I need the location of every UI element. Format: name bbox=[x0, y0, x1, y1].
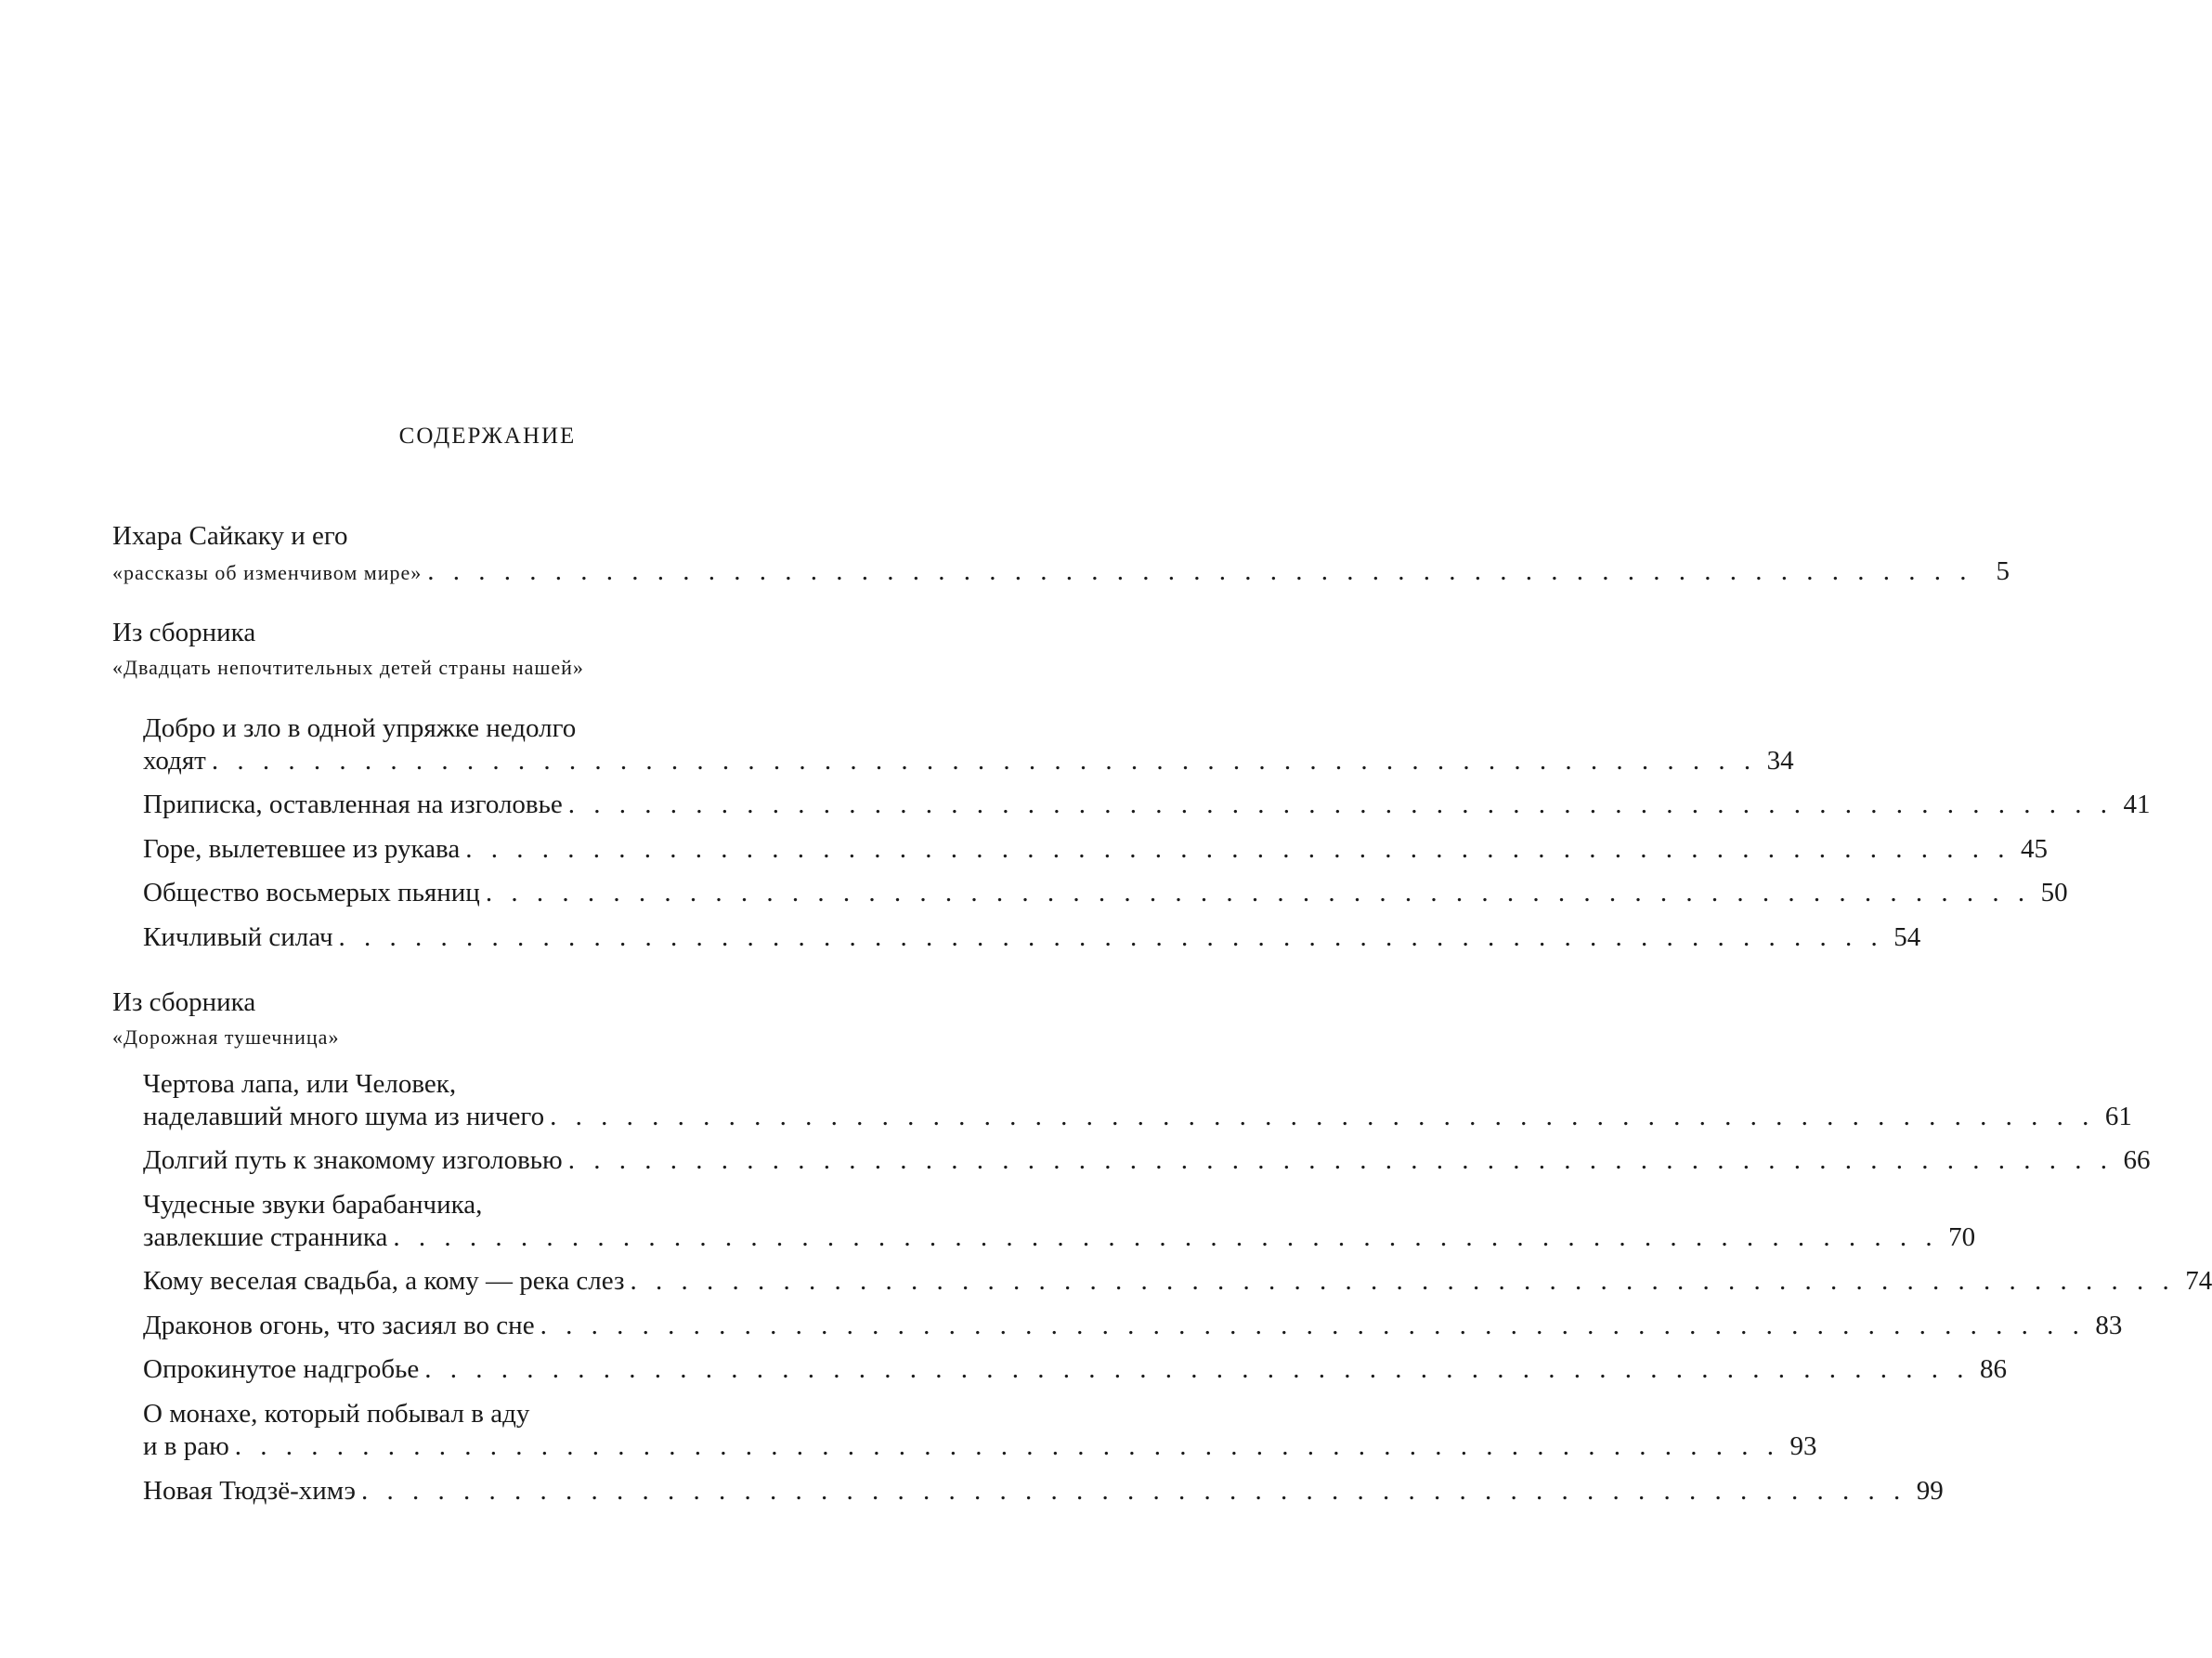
section1-subtitle: «Двадцать непочтительных детей страны нашей» bbox=[112, 656, 584, 679]
toc-intro-line1: Ихара Сайкаку и его bbox=[112, 521, 348, 551]
toc-intro-entry[interactable] bbox=[112, 555, 2010, 589]
section2-subtitle: «Дорожная тушечница» bbox=[112, 1025, 340, 1049]
dot-leader: . . . . . . . . . . . . . . . . . . . . . . . . . . . . . . . . . . . . . . . . . . . . . . . . . . . . . . . . . . . . . bbox=[540, 1311, 2086, 1340]
toc-item-line1: Добро и зло в одной упряжке недолго bbox=[143, 713, 577, 743]
page-number: 45 bbox=[2020, 834, 2048, 864]
page-number: 41 bbox=[2123, 790, 2151, 819]
toc-item[interactable] bbox=[143, 1265, 2212, 1297]
toc-item-title: Кому веселая свадьба, а кому — река слез bbox=[143, 1266, 625, 1296]
dot-leader: . . . . . . . . . . . . . . . . . . . . . . . . . . . . . . . . . . . . . . . . . . . . . . . . . . . . . . . . . . . . . bbox=[211, 746, 1757, 776]
page-number: 83 bbox=[2095, 1311, 2123, 1340]
dot-leader: . . . . . . . . . . . . . . . . . . . . . . . . . . . . . . . . . . . . . . . . . . . . . . . . . . . . . . . . . . . . . bbox=[465, 834, 2010, 864]
toc-item[interactable] bbox=[143, 1221, 1976, 1253]
toc-item[interactable] bbox=[143, 833, 2048, 865]
page-number: 50 bbox=[2040, 878, 2068, 907]
page-number: 54 bbox=[1893, 922, 1921, 952]
page-number: 70 bbox=[1948, 1222, 1976, 1252]
toc-item[interactable] bbox=[143, 1475, 1944, 1507]
section2-label: Из сборника bbox=[112, 987, 256, 1017]
toc-item[interactable] bbox=[143, 745, 1794, 777]
dot-leader: . . . . . . . . . . . . . . . . . . . . . . . . . . . . . . . . . . . . . . . . . . . . . . . . . . . . . . . . . . . . . bbox=[567, 790, 2114, 819]
toc-item[interactable] bbox=[143, 921, 1921, 953]
toc-item-line1: О монахе, который побывал в аду bbox=[143, 1399, 530, 1429]
page-number: 74 bbox=[2185, 1266, 2212, 1296]
toc-item[interactable] bbox=[143, 789, 2151, 820]
page-number: 5 bbox=[1996, 556, 2010, 586]
dot-leader: . . . . . . . . . . . . . . . . . . . . . . . . . . . . . . . . . . . . . . . . . . . . . . . . . . . . . . . . . . . . . bbox=[393, 1222, 1939, 1252]
toc-item-line2: ходят bbox=[143, 746, 206, 776]
toc-item-title: Приписка, оставленная на изголовье bbox=[143, 790, 563, 819]
page-number: 34 bbox=[1766, 746, 1794, 776]
toc-item-title: Общество восьмерых пьяниц bbox=[143, 878, 480, 907]
toc-item-line2: наделавший много шума из ничего bbox=[143, 1102, 545, 1131]
toc-item-line2: завлекшие странника bbox=[143, 1222, 388, 1252]
toc-item-title: Новая Тюдзё-химэ bbox=[143, 1476, 356, 1506]
toc-item-title: Драконов огонь, что засиял во сне bbox=[143, 1311, 535, 1340]
toc-item[interactable] bbox=[143, 1353, 2007, 1385]
toc-intro-line2: «рассказы об изменчивом мире» bbox=[112, 561, 423, 584]
dot-leader: . . . . . . . . . . . . . . . . . . . . . . . . . . . . . . . . . . . . . . . . . . . . . . . . . . . . . . . . . . . . . bbox=[630, 1266, 2176, 1296]
toc-item-title: Горе, вылетевшее из рукава bbox=[143, 834, 461, 864]
toc-item-line1: Чудесные звуки барабанчика, bbox=[143, 1190, 483, 1220]
dot-leader: . . . . . . . . . . . . . . . . . . . . . . . . . . . . . . . . . . . . . . . . . . . . . . . . . . . . . . . . . . . . . bbox=[338, 922, 1884, 952]
dot-leader: . . . . . . . . . . . . . . . . . . . . . . . . . . . . . . . . . . . . . . . . . . . . . . . . . . . . . . . . . . . . . bbox=[424, 1354, 1970, 1384]
toc-title: СОДЕРЖАНИЕ bbox=[398, 424, 577, 449]
toc-item[interactable] bbox=[143, 1310, 2123, 1341]
toc-item[interactable] bbox=[143, 1101, 2132, 1132]
section1-label: Из сборника bbox=[112, 618, 256, 647]
dot-leader: . . . . . . . . . . . . . . . . . . . . . . . . . . . . . . . . . . . . . . . . . . . . . . . . . . . . . . . . . . . . . bbox=[485, 878, 2031, 907]
page-number: 93 bbox=[1789, 1431, 1817, 1461]
toc-item-title: Кичливый силач bbox=[143, 922, 333, 952]
dot-leader: . . . . . . . . . . . . . . . . . . . . . . . . . . . . . . . . . . . . . . . . . . . . . . . . . . . . . . . . . . . . . bbox=[550, 1102, 2095, 1131]
page-number: 86 bbox=[1980, 1354, 2007, 1384]
dot-leader: . . . . . . . . . . . . . . . . . . . . . . . . . . . . . . . . . . . . . . . . . . . . . . . . . . . . . . . . . . . . . bbox=[567, 1145, 2114, 1175]
toc-item-title: Опрокинутое надгробье bbox=[143, 1354, 420, 1384]
dot-leader: . . . . . . . . . . . . . . . . . . . . . . . . . . . . . . . . . . . . . . . . . . . . . . . . . . . . . . . . . . . . . bbox=[427, 556, 1972, 586]
toc-item[interactable] bbox=[143, 1144, 2151, 1176]
dot-leader: . . . . . . . . . . . . . . . . . . . . . . . . . . . . . . . . . . . . . . . . . . . . . . . . . . . . . . . . . . . . . bbox=[234, 1431, 1780, 1461]
toc-item-line2: и в раю bbox=[143, 1431, 229, 1461]
toc-item-title: Долгий путь к знакомому изголовью bbox=[143, 1145, 563, 1175]
page-number: 61 bbox=[2104, 1102, 2132, 1131]
dot-leader: . . . . . . . . . . . . . . . . . . . . . . . . . . . . . . . . . . . . . . . . . . . . . . . . . . . . . . . . . . . . . bbox=[360, 1476, 1906, 1506]
page-number: 66 bbox=[2123, 1145, 2151, 1175]
page-number: 99 bbox=[1916, 1476, 1944, 1506]
toc-item-line1: Чертова лапа, или Человек, bbox=[143, 1069, 457, 1099]
toc-item[interactable] bbox=[143, 877, 2068, 908]
toc-item[interactable] bbox=[143, 1430, 1817, 1462]
